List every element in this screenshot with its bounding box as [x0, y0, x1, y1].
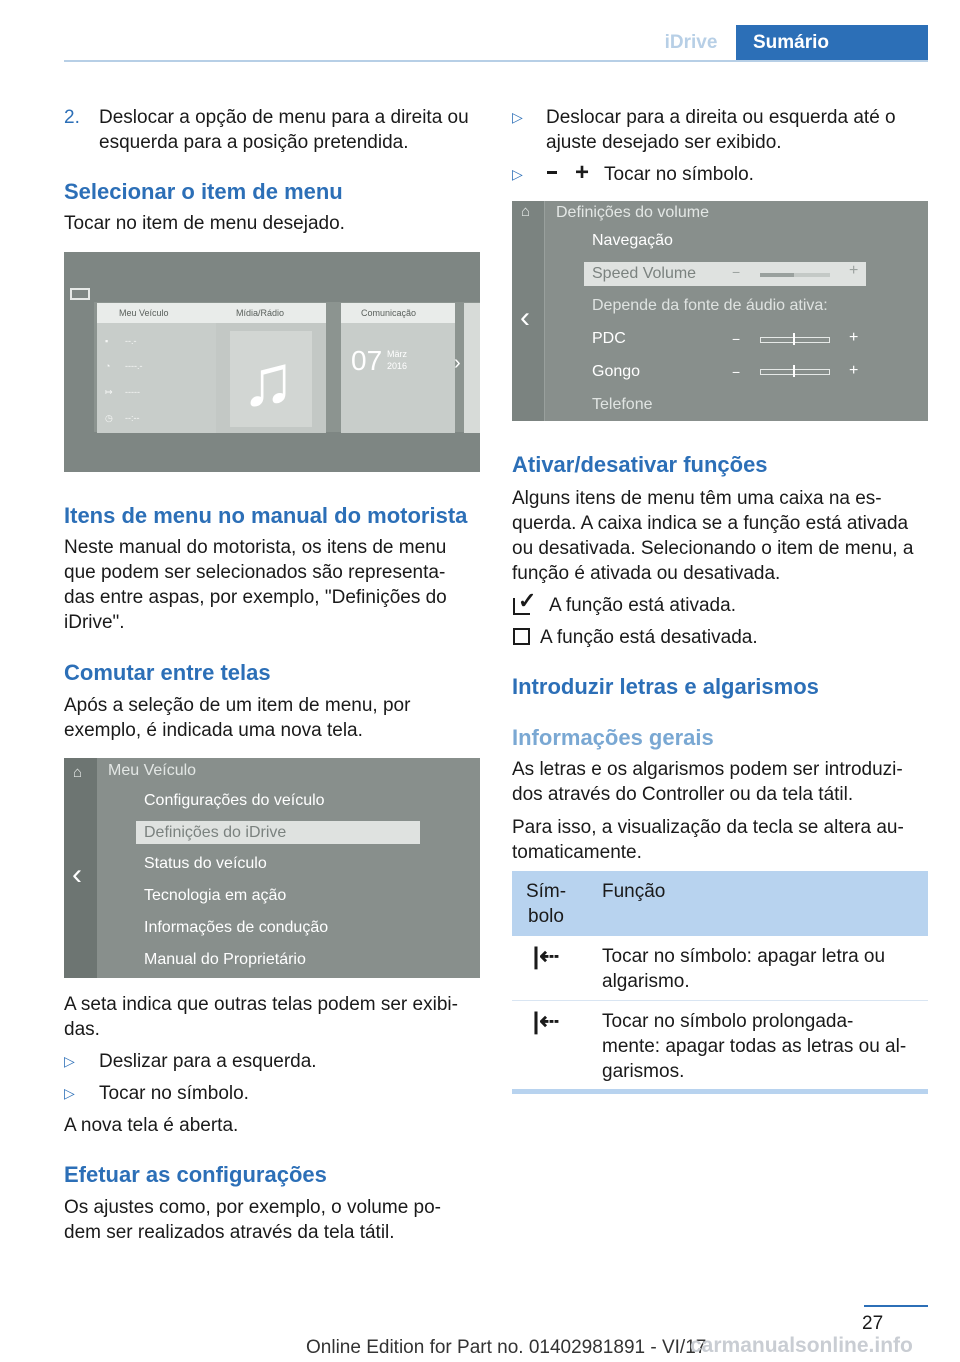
- screen-menu-item: Gongo: [592, 363, 641, 380]
- table-header: [512, 871, 928, 936]
- step-number: 2.: [64, 107, 80, 128]
- section-heading: Efetuar as configurações: [64, 1162, 327, 1187]
- bullet-text: Tocar no símbolo.: [99, 1083, 249, 1104]
- screen-title: Meu Veículo: [108, 762, 197, 779]
- screen-menu-item: Configurações do veículo: [144, 792, 325, 809]
- minus-icon: [547, 171, 557, 174]
- paragraph: iDrive".: [64, 612, 125, 633]
- step-text: Deslocar a opção de menu para a direita ou: [99, 107, 469, 128]
- table-header-cell: Função: [602, 881, 666, 902]
- bullet-triangle-icon: ▷: [512, 109, 523, 125]
- symbol-table: [512, 871, 928, 1094]
- tile-value: ----.-: [125, 361, 143, 371]
- bullet-text: Deslocar para a direita ou esquerda até o: [546, 107, 896, 128]
- checkmark-icon: ✓: [518, 588, 537, 613]
- bullet-triangle-icon: ▷: [512, 166, 523, 182]
- home-icon: ⌂: [73, 764, 83, 781]
- section-heading: Introduzir letras e algarismos: [512, 674, 819, 699]
- watermark: carmanualsonline.info: [690, 1334, 913, 1357]
- tile-communication: [341, 303, 455, 433]
- paragraph: A função está desativada.: [540, 627, 758, 648]
- section-heading: Comutar entre telas: [64, 660, 271, 685]
- backspace-icon: |⇠: [532, 943, 560, 970]
- tile-value: -----: [125, 387, 140, 397]
- paragraph: dos através do Controller ou da tela tátil.: [512, 784, 854, 805]
- volume-settings-screenshot: [512, 201, 928, 421]
- section-heading: Ativar/desativar funções: [512, 452, 768, 477]
- paragraph: Para isso, a visualização da tecla se altera au‐: [512, 817, 904, 838]
- footer-divider: [864, 1305, 928, 1307]
- date-year: 2016: [387, 361, 408, 371]
- screen-menu-item: Depende da fonte de áudio ativa:: [592, 297, 828, 314]
- minus-icon: −: [732, 331, 741, 347]
- screen-menu-item: Tecnologia em ação: [144, 887, 287, 904]
- paragraph: Alguns itens de menu têm uma caixa na es‐: [512, 488, 882, 509]
- tile-label: Meu Veículo: [97, 303, 234, 323]
- paragraph: tomaticamente.: [512, 842, 642, 863]
- paragraph: querda. A caixa indica se a função está ativada: [512, 513, 909, 534]
- paragraph: das.: [64, 1019, 100, 1040]
- backspace-icon: |⇠: [532, 1008, 560, 1035]
- paragraph: exemplo, é indicada uma nova tela.: [64, 720, 363, 741]
- paragraph: das entre aspas, por exemplo, "Definições do: [64, 587, 447, 608]
- bullet-triangle-icon: ▷: [64, 1053, 75, 1069]
- section-heading: Selecionar o item de menu: [64, 179, 343, 204]
- tile-label: Comunicação: [341, 303, 455, 323]
- screen-title: Definições do volume: [556, 204, 709, 221]
- table-row: [512, 936, 928, 1001]
- screen-menu-item: Telefone: [592, 396, 653, 413]
- bullet-text: ajuste desejado ser exibido.: [546, 132, 782, 153]
- screen-menu-item-selected: Definições do iDrive: [136, 821, 420, 844]
- plus-icon: +: [849, 262, 859, 279]
- screen-menu-item: Informações de condução: [144, 919, 329, 936]
- clock-icon: ◷: [105, 413, 113, 423]
- paragraph: A seta indica que outras telas podem ser exibi‐: [64, 994, 458, 1015]
- range-icon: ↦: [105, 387, 113, 397]
- paragraph: função é ativada ou desativada.: [512, 563, 781, 584]
- chevron-right-icon: ›: [454, 352, 461, 374]
- bullet-text: Deslizar para a esquerda.: [99, 1051, 317, 1072]
- date-day: 07: [351, 345, 383, 376]
- plus-icon: +: [849, 362, 859, 379]
- screen-menu-item: PDC: [592, 330, 626, 347]
- date-month: März: [387, 349, 407, 359]
- chevron-left-icon: ‹: [72, 858, 82, 891]
- tile-value: --:--: [125, 413, 140, 423]
- paragraph: A nova tela é aberta.: [64, 1115, 239, 1136]
- paragraph: Após a seleção de um item de menu, por: [64, 695, 411, 716]
- home-icon: ⌂: [521, 203, 531, 220]
- header-divider: [64, 60, 928, 62]
- screen-menu-item: Navegação: [592, 232, 673, 249]
- bullet-triangle-icon: ▷: [64, 1085, 75, 1101]
- car-icon: ▪: [105, 336, 109, 346]
- tile-label: Mídia/Rádio: [216, 303, 326, 323]
- subsection-heading: Informações gerais: [512, 725, 714, 750]
- header-summary-tab[interactable]: Sumário: [736, 25, 928, 60]
- table-row: [512, 1001, 928, 1089]
- screen-menu-item: Status do veículo: [144, 855, 267, 872]
- my-vehicle-screenshot: [64, 758, 480, 978]
- paragraph: Tocar no item de menu desejado.: [64, 213, 345, 234]
- minus-icon: −: [732, 264, 741, 280]
- paragraph: que podem ser selecionados são representa‐: [64, 562, 446, 583]
- paragraph: ou desativada. Selecionando o item de menu, a: [512, 538, 914, 559]
- step-text: esquerda para a posição pretendida.: [99, 132, 409, 153]
- paragraph: Neste manual do motorista, os itens de menu: [64, 537, 447, 558]
- paragraph: Os ajustes como, por exemplo, o volume po‐: [64, 1197, 442, 1218]
- menu-tiles-screenshot: [64, 252, 480, 472]
- paragraph: As letras e os algarismos podem ser introduzi‐: [512, 759, 903, 780]
- checkbox-unchecked-icon: [513, 628, 530, 645]
- tile-my-vehicle: [97, 303, 234, 433]
- speed-volume-label: Speed Volume: [592, 265, 697, 282]
- table-cell: Tocar no símbolo: apagar letra ou algarismo.: [602, 946, 886, 992]
- paragraph: dem ser realizados através da tela tátil.: [64, 1222, 395, 1243]
- minus-icon: −: [732, 364, 741, 380]
- page-number: 27: [862, 1313, 884, 1334]
- chevron-left-icon: ‹: [520, 301, 530, 334]
- header-section-link[interactable]: iDrive: [664, 32, 718, 53]
- tile-value: --.-: [125, 336, 137, 346]
- plus-icon: +: [575, 159, 590, 186]
- home-icon: [70, 288, 90, 300]
- gauge-icon: ◔: [105, 361, 111, 371]
- paragraph: A função está ativada.: [549, 595, 736, 616]
- bullet-text: Tocar no símbolo.: [604, 164, 754, 185]
- music-note-icon: ♫: [241, 341, 295, 421]
- table-header-cell: Sím‐ bolo: [525, 881, 567, 927]
- table-footer-bar: [512, 1089, 928, 1094]
- edition-note: Online Edition for Part no. 01402981891 - VI/17: [306, 1337, 707, 1358]
- section-heading: Itens de menu no manual do motorista: [64, 503, 468, 528]
- tile-media: [216, 303, 326, 433]
- screen-menu-item: Manual do Proprietário: [144, 951, 306, 968]
- plus-icon: +: [849, 329, 859, 346]
- table-cell: Tocar no símbolo prolongada‐ mente: apagar todas as letras ou al‐ garismos.: [602, 1011, 907, 1082]
